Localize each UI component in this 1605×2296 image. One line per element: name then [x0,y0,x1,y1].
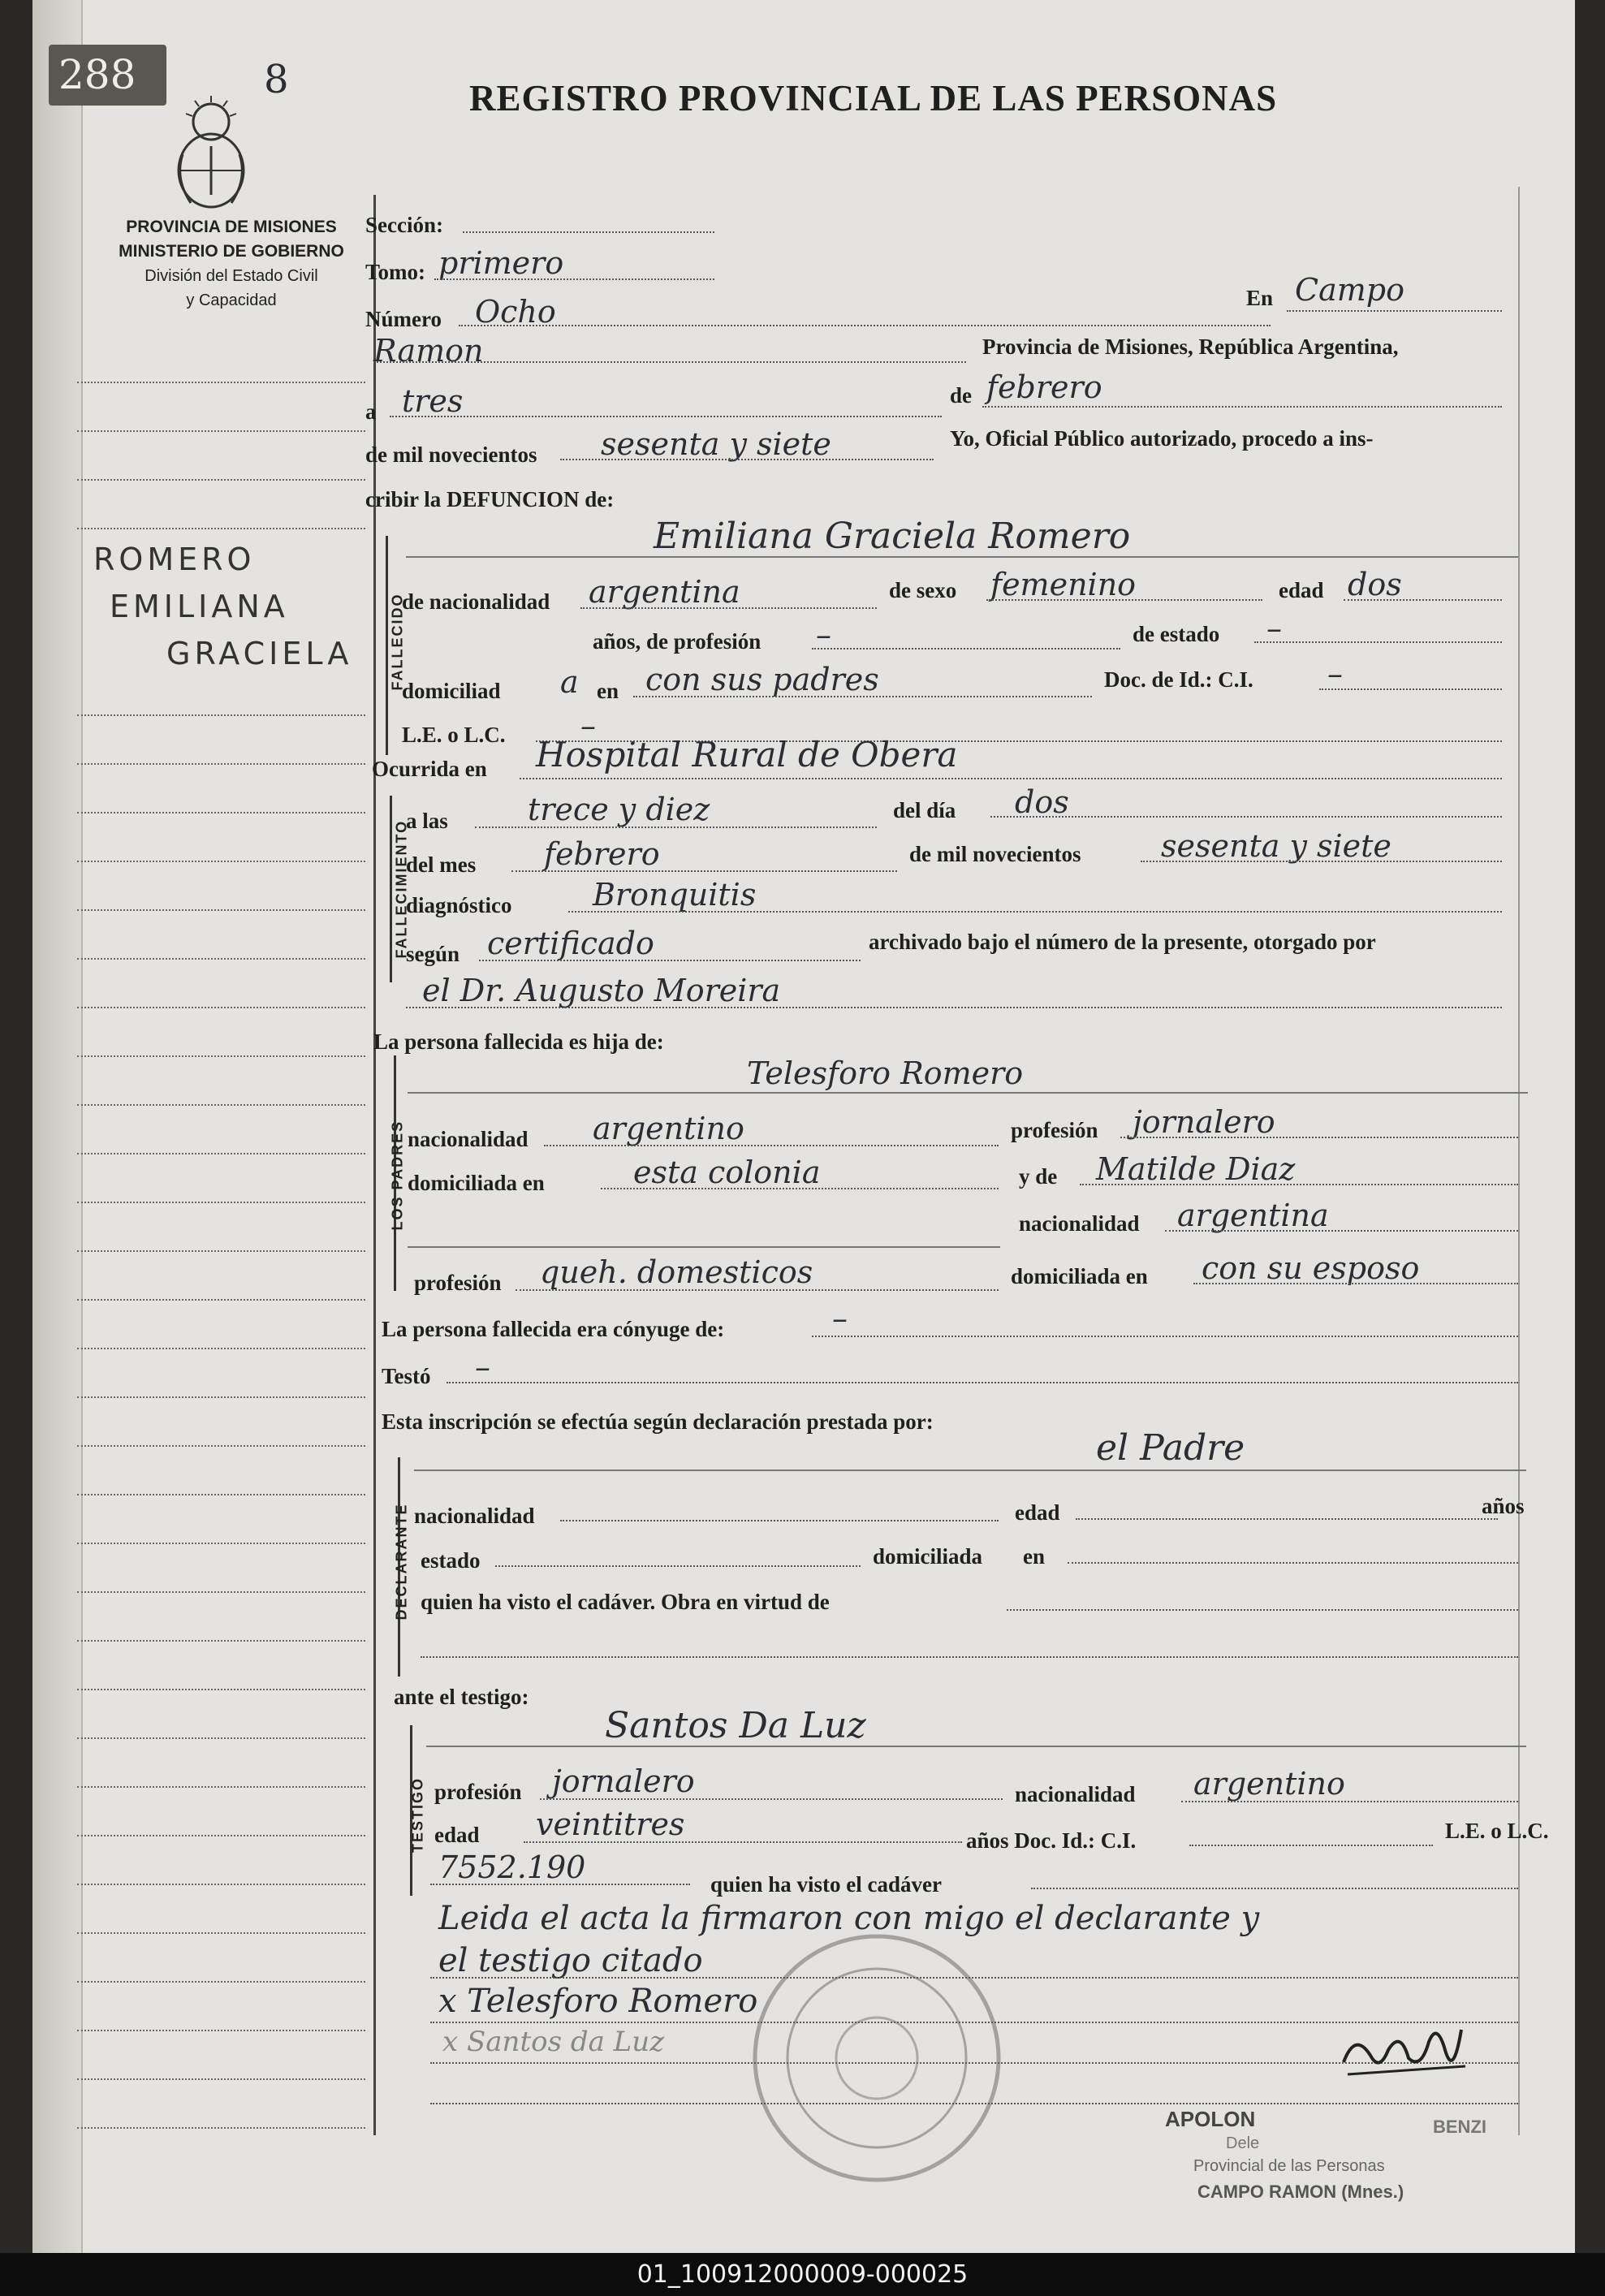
org-ministry: MINISTERIO DE GOBIERNO [119,242,344,261]
official-name-surname: BENZI [1433,2117,1486,2137]
ocurrida-value: Hospital Rural de Obera [536,735,958,775]
folio-stamp [49,45,166,106]
tomo-value: primero [438,245,564,281]
testigo-doc-number: 7552.190 [438,1849,586,1885]
madre-domicilio-value: con su esposo [1202,1250,1420,1286]
closing-sig1: x Telesforo Romero [438,1983,758,2020]
de-value: febrero [986,369,1102,405]
fallecido-nacionalidad-value: argentina [589,574,740,610]
declarante-estado-label: estado [421,1548,481,1573]
de-label: de [950,383,972,408]
org-province: PROVINCIA DE MISIONES [126,218,337,236]
fallecido-edad-label: edad [1279,578,1324,602]
closing-sig2: x Santos da Luz [442,2026,665,2058]
en-label: En [1246,286,1274,310]
padre-nacionalidad-value: argentino [593,1111,744,1146]
diagnostico-value: Bronquitis [593,877,757,913]
testigo-nacionalidad-label: nacionalidad [1015,1782,1136,1806]
fallecido-nacionalidad-label: de nacionalidad [402,589,550,614]
otorgado-value: el Dr. Augusto Moreira [422,973,781,1008]
fallecido-domicilio-value: con sus padres [645,662,879,697]
declarante-anios-label: años [1482,1494,1525,1518]
testigo-edad-value: veintitres [536,1806,685,1842]
org-capacity: y Capacidad [186,291,277,309]
declarante-section-label: DECLARANTE [393,1503,410,1621]
hija-text: La persona fallecida es hija de: [373,1029,664,1054]
place-value: Ramon [373,333,484,369]
testigo-section-label: TESTIGO [409,1777,426,1854]
coat-of-arms-icon [158,89,264,211]
fallecimiento-mil-label: de mil novecientos [909,842,1081,866]
form-left-border [373,195,376,2135]
org-division: División del Estado Civil [145,267,318,285]
ocurrida-label: Ocurrida en [372,757,487,781]
en-value: Campo [1295,272,1404,308]
closing-line2: el testigo citado [438,1942,703,1979]
a-value: tres [402,383,464,419]
padre-domicilio-value: esta colonia [633,1154,821,1190]
fallecido-sexo-value: femenino [990,567,1137,602]
fallecido-doc-value: – [1327,656,1343,692]
fallecido-sexo-label: de sexo [889,578,957,602]
testigo-ante-label: ante el testigo: [394,1685,529,1709]
seccion-label: Sección: [365,213,443,237]
binding-edge [32,0,83,2253]
cribir-text: cribir la DEFUNCION de: [365,487,615,511]
a-las-label: a las [406,809,448,833]
testigo-name: Santos Da Luz [605,1705,866,1746]
segun-value: certificado [487,926,654,961]
closing-line1: Leida el acta la firmaron con migo el declarante y [438,1900,1260,1937]
official-office: Provincial de las Personas [1193,2157,1385,2175]
fallecido-estado-label: de estado [1133,622,1220,646]
testigo-nacionalidad-value: argentino [1193,1766,1345,1802]
dia-value: dos [1015,784,1069,820]
testo-value: – [475,1349,490,1385]
declarante-nacionalidad-label: nacionalidad [414,1504,535,1528]
declarante-en-label: en [1023,1544,1045,1569]
tomo-label: Tomo: [365,260,426,284]
fallecido-domiciliado-suffix: a [560,664,579,700]
fallecido-doc-label: Doc. de Id.: C.I. [1104,667,1253,692]
y-de-label: y de [1019,1164,1058,1189]
testo-label: Testó [382,1364,431,1388]
fallecido-profesion-value: – [816,617,831,653]
fallecido-section-label: FALLECIDO [389,593,406,691]
padre-name: Telesforo Romero [747,1055,1024,1091]
declarante-name: el Padre [1096,1427,1245,1469]
margin-note-surname: ROMERO [93,542,256,577]
segun-label: según [406,942,460,966]
declarante-visto-text: quien ha visto el cadáver. Obra en virtud de [421,1590,830,1614]
testigo-anios-doc-label: años Doc. Id.: C.I. [966,1828,1137,1853]
testigo-profesion-value: jornalero [552,1763,695,1799]
footer-image-id: 01_100912000009-000025 [0,2253,1605,2296]
fallecido-le-label: L.E. o L.C. [402,723,506,747]
org-block [81,215,382,313]
padre-profesion-value: jornalero [1133,1104,1275,1140]
dia-label: del día [893,798,956,822]
madre-domiciliada-label: domiciliada en [1011,1264,1148,1288]
a-las-value: trece y diez [528,792,710,827]
madre-name: Matilde Diaz [1096,1151,1296,1187]
fallecido-domiciliado-label: domiciliad [402,679,501,703]
fallecido-en-label: en [597,679,619,703]
fallecimiento-section-label: FALLECIMIENTO [393,819,410,959]
numero-label: Número [365,307,442,331]
official-signature-icon [1331,2005,1478,2095]
testigo-le-label: L.E. o L.C. [1445,1819,1549,1843]
margin-note [89,536,352,677]
document-title: REGISTRO PROVINCIAL DE LAS PERSONAS [469,78,1278,119]
fallecimiento-mil-value: sesenta y siete [1161,828,1391,864]
fallecido-name: Emiliana Graciela Romero [654,516,1131,557]
madre-profesion-value: queh. domesticos [540,1254,813,1290]
madre-nacionalidad-label: nacionalidad [1019,1211,1140,1236]
oficial-text: Yo, Oficial Público autorizado, procedo a ins- [950,426,1374,451]
official-name: APOLON [1165,2107,1256,2131]
official-stamp-icon [747,1924,1007,2192]
fallecido-le-value: – [580,708,596,744]
fallecido-edad-value: dos [1348,567,1402,602]
archivado-text: archivado bajo el número de la presente, otorgado por [869,930,1376,954]
mes-value: febrero [544,836,660,872]
fallecido-estado-value: – [1266,611,1282,646]
mes-label: del mes [406,852,477,877]
official-title: Dele [1226,2134,1260,2152]
declaracion-text: Esta inscripción se efectúa según declaración prestada por: [382,1409,934,1434]
testigo-edad-label: edad [434,1823,480,1847]
page-number: 8 [264,57,289,102]
document-page [32,0,1575,2253]
margin-note-given1: EMILIANA [110,589,289,624]
fallecido-anios-label: años, de profesión [593,629,762,654]
provincia-text: Provincia de Misiones, República Argentina, [982,334,1399,359]
mil-value: sesenta y siete [601,426,831,462]
numero-value: Ocho [475,294,556,330]
madre-profesion-label: profesión [414,1271,502,1295]
declarante-domiciliada-label: domiciliada [873,1544,983,1569]
padre-domiciliada-label: domiciliada en [408,1171,545,1195]
padres-section-label: LOS PADRES [389,1120,406,1231]
folio-number: 288 [58,51,136,98]
declarante-edad-label: edad [1015,1500,1060,1525]
conyuge-value: – [832,1301,848,1336]
margin-note-given2: GRACIELA [166,636,353,671]
conyuge-label: La persona fallecida era cónyuge de: [382,1317,725,1341]
padre-nacionalidad-label: nacionalidad [408,1127,529,1151]
madre-nacionalidad-value: argentina [1177,1198,1329,1233]
mil-label: de mil novecientos [365,442,537,467]
testigo-visto-text: quien ha visto el cadáver [710,1872,943,1897]
testigo-profesion-label: profesión [434,1780,522,1804]
padre-profesion-label: profesión [1011,1118,1098,1142]
diagnostico-label: diagnóstico [406,893,512,917]
a-label: a [365,399,377,424]
official-location: CAMPO RAMON (Mnes.) [1197,2182,1404,2202]
